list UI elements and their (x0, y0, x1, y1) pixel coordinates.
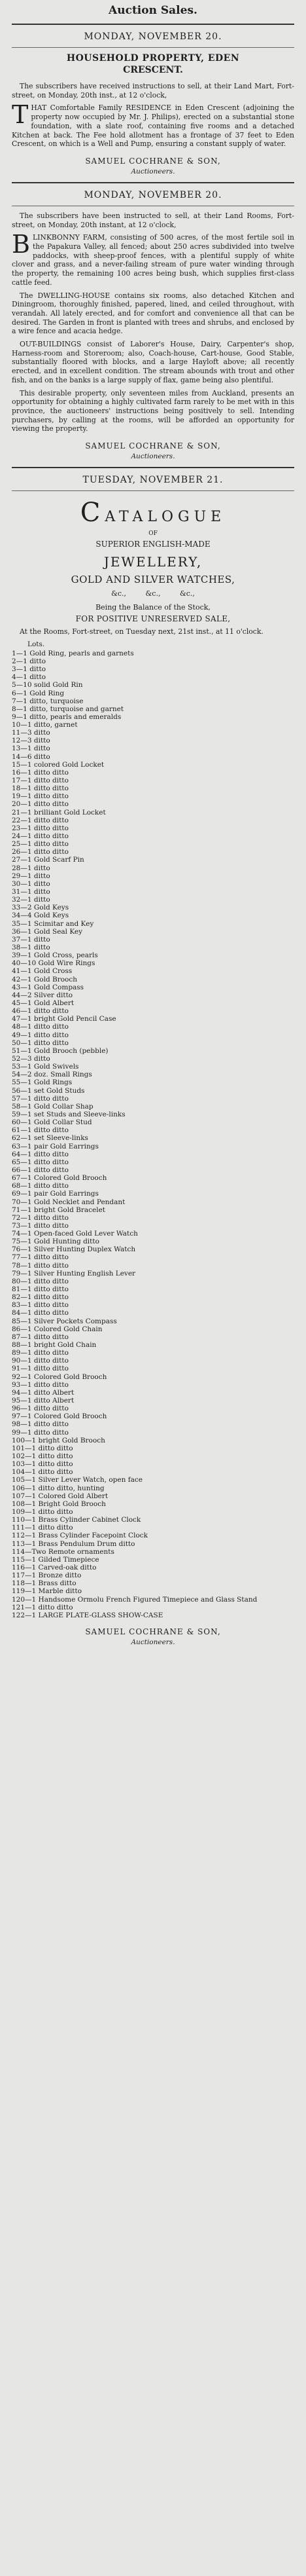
lot-item: 45—1 Gold Albert (12, 999, 75, 1007)
lot-item: 70—1 Gold Necklet and Pendant (12, 1198, 126, 1206)
lot-item: 84—1 ditto ditto (12, 1309, 69, 1317)
ad1-date: MONDAY, NOVEMBER 20. (84, 31, 222, 42)
ad2-date: MONDAY, NOVEMBER 20. (84, 189, 222, 200)
lot-item: 51—1 Gold Brooch (pebble) (12, 1046, 109, 1055)
lot-item: 80—1 ditto ditto (12, 1277, 69, 1285)
lot-item: 69—1 pair Gold Earrings (12, 1190, 99, 1198)
lots-heading: Lots. (27, 640, 45, 648)
lot-item: 22—1 ditto ditto (12, 816, 69, 824)
watches-heading: GOLD AND SILVER WATCHES, (71, 574, 235, 586)
divider (12, 24, 294, 25)
lot-item: 111—1 ditto ditto (12, 1524, 73, 1532)
lot-item: 99—1 ditto ditto (12, 1428, 69, 1437)
lot-item: 18—1 ditto ditto (12, 784, 69, 793)
lot-item: 100—1 bright Gold Brooch (12, 1436, 105, 1444)
lot-item: 106—1 ditto ditto, hunting (12, 1484, 105, 1492)
lot-item: 20—1 ditto ditto (12, 800, 69, 809)
lot-item: 121—1 ditto ditto (12, 1603, 73, 1611)
ad-blinkbonny-farm (12, 190, 294, 460)
lot-item: 96—1 ditto ditto (12, 1405, 69, 1413)
lot-item: 16—1 ditto ditto (12, 768, 69, 777)
etc-line: &c., &c., &c., (111, 589, 195, 598)
lot-item: 2—1 ditto (12, 657, 46, 665)
lot-item: 37—1 ditto (12, 935, 50, 944)
lot-item: 120—1 Handsome Ormolu French Figured Timepiece and Glass Stand (12, 1595, 258, 1604)
lot-item: 67—1 Colored Gold Brooch (12, 1174, 107, 1183)
lot-item: 38—1 ditto (12, 944, 50, 951)
lot-item: 36—1 Gold Seal Key (12, 927, 83, 936)
balance-line: Being the Balance of the Stock, (95, 603, 211, 612)
lot-item: 34—4 Gold Keys (12, 911, 69, 920)
lot-item: 35—1 Scimitar and Key (12, 919, 94, 928)
ad1-role: Auctioneers. (131, 167, 175, 175)
lot-item: 118—1 Brass ditto (12, 1579, 76, 1588)
lot-item: 10—1 ditto, garnet (12, 721, 78, 729)
lot-item: 62—1 set Sleeve-links (12, 1134, 88, 1143)
lot-item: 55—1 Gold Rings (12, 1078, 73, 1087)
lot-item: 60—1 Gold Collar Stud (12, 1118, 92, 1127)
lot-item: 77—1 ditto ditto (12, 1253, 69, 1262)
lot-item: 92—1 Colored Gold Brooch (12, 1372, 107, 1381)
lot-item: 40—10 Gold Wire Rings (12, 959, 95, 968)
lot-item: 3—1 ditto (12, 665, 46, 674)
divider (12, 47, 294, 48)
lot-item: 11—3 ditto (12, 729, 50, 737)
lot-item: 87—1 ditto ditto (12, 1333, 69, 1341)
lot-item: 31—1 ditto (12, 888, 50, 896)
lot-item: 27—1 Gold Scarf Pin (12, 856, 84, 864)
lot-item: 66—1 ditto ditto (12, 1166, 69, 1174)
lot-item: 13—1 ditto (12, 745, 50, 753)
lot-item: 54—2 doz. Small Rings (12, 1071, 92, 1079)
lot-item: 30—1 ditto (12, 879, 50, 888)
catalogue-initial: C (80, 498, 105, 528)
lot-item: 76—1 Silver Hunting Duplex Watch (12, 1245, 136, 1254)
lot-item: 113—1 Brass Pendulum Drum ditto (12, 1539, 135, 1548)
jewellery-heading: JEWELLERY, (103, 554, 203, 570)
lot-item: 79—1 Silver Hunting English Lever (12, 1269, 136, 1278)
catalogue-heading (12, 498, 294, 528)
lot-item: 85—1 Silver Pockets Compass (12, 1317, 117, 1325)
ad1-intro: The subscribers have received instructions to sell, at their Land Mart, Fort-street, on Monday, 20th inst., at 12 o'clock, (12, 82, 294, 100)
lot-item: 103—1 ditto ditto (12, 1460, 73, 1469)
divider (12, 182, 294, 183)
lot-item: 7—1 ditto, turquoise (12, 697, 84, 705)
lot-item: 32—1 ditto (12, 896, 50, 904)
lot-item: 93—1 ditto ditto (12, 1380, 69, 1389)
lot-item: 105—1 Silver Lever Watch, open face (12, 1476, 143, 1484)
lot-item: 115—1 Gilded Timepiece (12, 1555, 99, 1564)
catalogue-rest: ATALOGUE (105, 509, 226, 526)
lot-item: 12—3 ditto (12, 737, 50, 745)
lot-item: 91—1 ditto ditto (12, 1365, 69, 1373)
drop-cap: T (12, 100, 29, 130)
lot-item: 88—1 bright Gold Chain (12, 1341, 97, 1350)
lot-item: 42—1 Gold Brooch (12, 975, 78, 984)
lot-item: 102—1 ditto ditto (12, 1452, 73, 1460)
lot-item: 73—1 ditto ditto (12, 1221, 69, 1230)
lot-item: 4—1 ditto (12, 673, 46, 682)
ad2-body-paragraph (12, 230, 294, 287)
lot-item: 15—1 colored Gold Locket (12, 760, 105, 769)
lot-item: 114—Two Remote ornaments (12, 1547, 114, 1556)
lot-item: 8—1 ditto, turquoise and garnet (12, 705, 124, 713)
lot-item: 90—1 ditto ditto (12, 1357, 69, 1365)
ad3-date: TUESDAY, NOVEMBER 21. (82, 475, 224, 486)
lot-item: 41—1 Gold Cross (12, 967, 73, 976)
lot-item: 9—1 ditto, pearls and emeralds (12, 712, 122, 721)
lot-item: 5—10 solid Gold Rin (12, 681, 83, 690)
page-title: Auction Sales. (109, 4, 197, 17)
lot-item: 116—1 Carved-oak ditto (12, 1563, 97, 1572)
lot-item: 1—1 Gold Ring, pearls and garnets (12, 649, 134, 657)
lot-item: 97—1 Colored Gold Brooch (12, 1412, 107, 1421)
lot-item: 108—1 Bright Gold Brooch (12, 1500, 106, 1508)
lot-item: 39—1 Gold Cross, pearls (12, 951, 98, 960)
divider (12, 490, 294, 491)
divider (12, 467, 294, 468)
lot-item: 17—1 ditto ditto (12, 777, 69, 785)
lot-item: 65—1 ditto ditto (12, 1158, 69, 1166)
lot-item: 122—1 LARGE PLATE-GLASS SHOW-CASE (12, 1611, 163, 1619)
lot-item: 110—1 Brass Cylinder Cabinet Clock (12, 1516, 141, 1524)
lot-item: 75—1 Gold Hunting ditto (12, 1238, 99, 1246)
lot-item: 74—1 Open-faced Gold Lever Watch (12, 1230, 138, 1238)
ad2-outbuildings-paragraph: OUT-BUILDINGS consist of Laborer's House, Dairy, Carpenter's shop, Harness-room and Storeroom; also, Coach-house, Cart-house, Good Stable, substantially floored with blocks, and a large Hayloft above; all recently erected, and in excellent condition. The stream abounds with trout and other fish, and on the banks is a large supply of flax, game being also plentiful. (12, 340, 294, 384)
lot-item: 26—1 ditto ditto (12, 848, 69, 856)
of-label: OF (148, 530, 158, 538)
lot-item: 81—1 ditto ditto (12, 1285, 69, 1294)
lot-item: 82—1 ditto ditto (12, 1293, 69, 1302)
lot-item: 49—1 ditto ditto (12, 1031, 69, 1039)
lot-list (12, 650, 294, 1619)
lot-item: 29—1 ditto (12, 872, 50, 880)
lot-item: 68—1 ditto ditto (12, 1182, 69, 1190)
superior-label: SUPERIOR ENGLISH-MADE (95, 540, 211, 549)
lot-item: 107—1 Colored Gold Albert (12, 1492, 109, 1500)
lot-item: 43—1 Gold Compass (12, 983, 84, 991)
ad1-subheading: CRESCENT. (123, 65, 183, 75)
lot-item: 63—1 pair Gold Earrings (12, 1142, 99, 1150)
lot-item: 50—1 ditto ditto (12, 1039, 69, 1047)
lot-item: 117—1 Bronze ditto (12, 1572, 82, 1580)
lot-item: 52—3 ditto (12, 1054, 50, 1063)
lot-item: 101—1 ditto ditto (12, 1444, 73, 1452)
lot-item: 58—1 Gold Collar Shap (12, 1102, 94, 1111)
ad2-dwelling-paragraph: The DWELLING-HOUSE contains six rooms, also detached Kitchen and Diningroom, thoroughly finished, papered, lined, and ceiled throughout, with verandah. All lately erected, and for comfort and convenience all that can be desired. The Garden in front is planted with trees and shrubs, and enclosed by a wire fence and acacia hedge. (12, 291, 294, 336)
lot-item: 72—1 ditto ditto (12, 1213, 69, 1222)
lot-item: 47—1 bright Gold Pencil Case (12, 1015, 116, 1023)
lot-item: 44—2 Silver ditto (12, 991, 73, 999)
lot-item: 95—1 ditto Albert (12, 1397, 75, 1405)
lot-item: 98—1 ditto ditto (12, 1420, 69, 1429)
lot-item: 23—1 ditto ditto (12, 824, 69, 832)
lot-item: 59—1 set Studs and Sleeve-links (12, 1110, 126, 1118)
sale-venue-line: At the Rooms, Fort-street, on Tuesday next, 21st inst., at 11 o'clock. (20, 627, 264, 636)
lot-item: 119—1 Marble ditto (12, 1587, 82, 1596)
lot-item: 48—1 ditto ditto (12, 1023, 69, 1031)
lot-item: 83—1 ditto ditto (12, 1301, 69, 1310)
lot-item: 33—2 Gold Keys (12, 904, 69, 912)
lot-item: 46—1 ditto ditto (12, 1007, 69, 1016)
lot-item: 61—1 ditto ditto (12, 1126, 69, 1135)
lot-item: 56—1 set Gold Studs (12, 1086, 85, 1095)
lot-item: 53—1 Gold Swivels (12, 1063, 79, 1071)
lot-item: 57—1 ditto ditto (12, 1094, 69, 1103)
ad1-heading: HOUSEHOLD PROPERTY, EDEN (66, 53, 240, 64)
lot-item: 24—1 ditto ditto (12, 832, 69, 841)
ad1-body-paragraph (12, 100, 294, 149)
ad2-signature: SAMUEL COCHRANE & SON, (85, 441, 221, 451)
lot-item: 78—1 ditto ditto (12, 1261, 69, 1270)
ad2-closing-paragraph: This desirable property, only seventeen miles from Auckland, presents an opportunity for obtaining a highly cultivated farm rarely to be met with in this province, the auctioneers' instructions being positively to sell. Intending purchasers, by calling at the rooms, will be afforded an opportunity for viewing the property. (12, 388, 294, 433)
ad2-intro: The subscribers have been instructed to sell, at their Land Rooms, Fort-street, on Monday, 20th instant, at 12 o'clock, (12, 211, 294, 229)
lot-item: 21—1 brilliant Gold Locket (12, 808, 106, 817)
lot-item: 64—1 ditto ditto (12, 1150, 69, 1158)
ad2-body: LINKBONNY FARM, consisting of 500 acres, of the most fertile soil in the Papakura Valley, all fenced; about 250 acres subdivided into twelve paddocks, with sheep-proof fences, with a plentiful supply of white clover and grass, and a never-failing stream of pure water winding through the property, the remaining 100 acres being bush, which supplies first-class cattle feed. (12, 233, 294, 287)
unreserved-sale-line: FOR POSITIVE UNRESERVED SALE, (75, 614, 231, 624)
ad1-body: HAT Comfortable Family RESIDENCE in Eden Crescent (adjoining the property now occupied by Mr. J. Philips), erected on a substantial stone foundation, with a slate roof, containing five rooms and a detached Kitchen at back. The Fee hold allotment has a frontage of 37 feet to Eden Crescent, on which is a Well and Pump, ensuring a constant supply of water. (12, 103, 294, 149)
ad-household-property (12, 31, 294, 175)
ad2-role: Auctioneers. (131, 452, 175, 461)
lot-item: 94—1 ditto Albert (12, 1388, 75, 1397)
lot-item: 112—1 Brass Cylinder Facepoint Clock (12, 1532, 148, 1540)
lot-item: 109—1 ditto ditto (12, 1507, 73, 1516)
lot-item: 14—6 ditto (12, 752, 50, 761)
lot-item: 86—1 Colored Gold Chain (12, 1325, 103, 1333)
lot-item: 19—1 ditto ditto (12, 792, 69, 801)
ad-jewellery-catalogue (12, 475, 294, 1646)
lot-item: 28—1 ditto (12, 864, 50, 872)
lot-item: 25—1 ditto ditto (12, 840, 69, 849)
lot-item: 89—1 ditto ditto (12, 1349, 69, 1357)
lot-item: 6—1 Gold Ring (12, 689, 65, 697)
ad3-role: Auctioneers. (131, 1638, 175, 1646)
ad3-signature: SAMUEL COCHRANE & SON, (85, 1627, 221, 1636)
lot-item: 71—1 bright Gold Bracelet (12, 1205, 106, 1214)
lot-item: 104—1 ditto ditto (12, 1468, 73, 1477)
ad1-signature: SAMUEL COCHRANE & SON, (85, 156, 221, 166)
drop-cap: B (12, 230, 30, 259)
